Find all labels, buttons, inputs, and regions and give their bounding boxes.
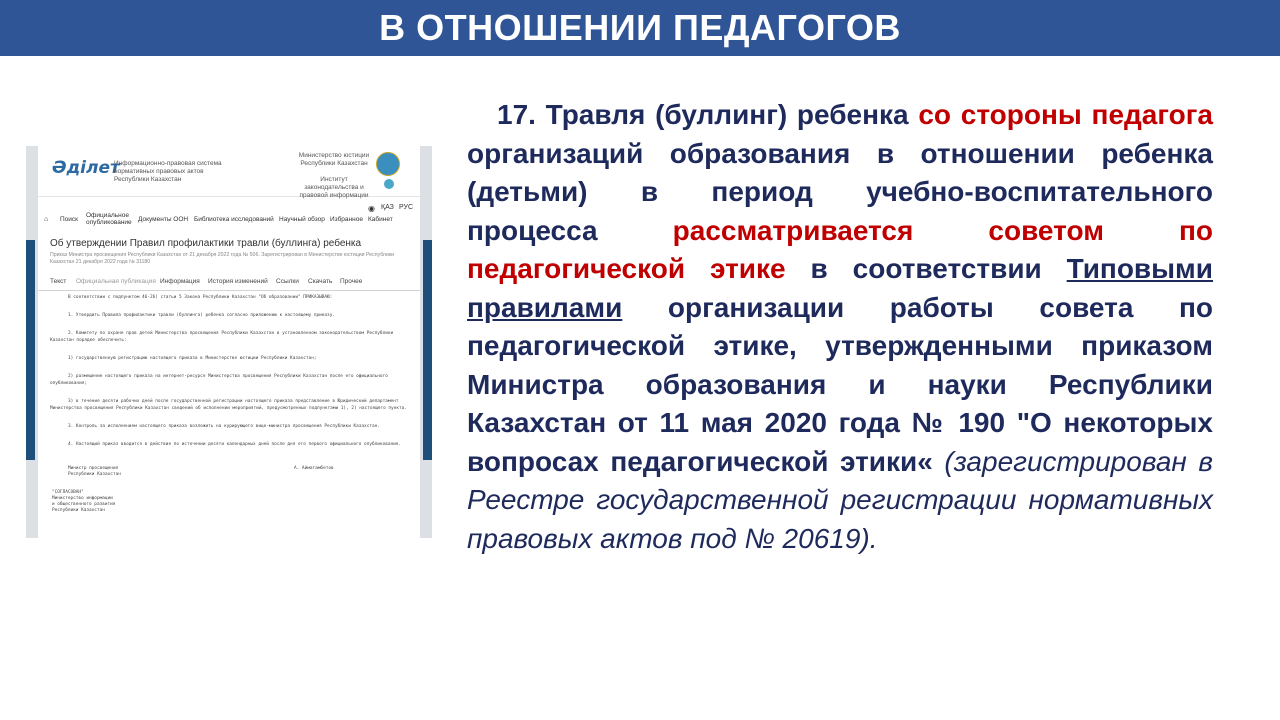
tab-official[interactable]: Официальная публикация	[76, 278, 156, 285]
site-nav	[38, 212, 420, 228]
tab-download[interactable]: Скачать	[308, 278, 333, 285]
nav-item-2[interactable]: Документы ООН	[138, 216, 189, 223]
site-description: Информационно-правовая система нормативных правовых актов Республики Казахстан	[114, 160, 222, 183]
doc-paragraph: 2) размещение настоящего приказа на интернет-ресурсе Министерства просвещения Республики Казахстан после его официального опубликования;	[50, 374, 388, 386]
document-body	[50, 294, 408, 459]
nav-item-1[interactable]: Официальное опубликование	[86, 212, 132, 226]
side-stripe-left	[26, 240, 35, 460]
lang-ru[interactable]: РУС	[399, 204, 414, 211]
document-title: Об утверждении Правил профилактики травли (буллинга) ребенка	[50, 238, 362, 249]
nav-item-0[interactable]: Поиск	[60, 216, 79, 223]
main-paragraph	[467, 96, 1213, 558]
institute-name: Институт законодательства и правовой информации	[299, 176, 369, 199]
doc-paragraph: 1) государственную регистрацию настоящего приказа в Министерстве юстиции Республики Казахстан;	[68, 356, 317, 361]
tab-history[interactable]: История изменений	[208, 278, 268, 285]
title-bar	[0, 0, 1280, 56]
doc-paragraph: 4. Настоящий приказ вводится в действие по истечении десяти календарных дней после дня его первого официального опубликования.	[68, 442, 402, 447]
side-stripe-right	[423, 240, 432, 460]
document-tabs	[38, 274, 420, 291]
nav-item-3[interactable]: Библиотека исследований	[194, 216, 274, 223]
nav-item-5[interactable]: Избранное	[330, 216, 363, 223]
text-highlight-teacher: со стороны педагога	[918, 99, 1213, 130]
tab-other[interactable]: Прочее	[340, 278, 363, 285]
slide-title: В ОТНОШЕНИИ ПЕДАГОГОВ	[379, 7, 901, 48]
home-icon[interactable]: ⌂	[44, 216, 49, 223]
typical-rules-link[interactable]: Типовыми правилами	[467, 253, 1213, 323]
doc-paragraph: 2. Комитету по охране прав детей Министерства просвещения Республики Казахстан в установленном законодательством Республики Казахстан порядке обеспечить:	[50, 331, 394, 343]
nav-item-4[interactable]: Научный обзор	[279, 216, 325, 223]
eye-icon[interactable]: ◉	[368, 204, 375, 213]
ministry-name: Министерство юстиции Республики Казахстан	[298, 152, 370, 167]
doc-paragraph: 1. Утвердить Правила профилактики травли (буллинга) ребенка согласно приложению к настоящему приказу.	[68, 313, 335, 318]
site-header	[38, 146, 420, 197]
lang-kz[interactable]: ҚАЗ	[381, 204, 394, 211]
text-middle: организаций образования в отношении ребенка (детьми) в период учебно-воспитательного процесса	[467, 137, 1213, 246]
website-page	[38, 146, 420, 538]
tab-text[interactable]: Текст	[50, 278, 67, 285]
text-order-reference: организации работы совета по педагогической этике, утвержденными приказом Министра образования и науки Республики Казахстан от 11 мая 2020 года № 190 "О некоторых вопросах педагогической этики«	[467, 291, 1213, 477]
signature-left: Министр просвещения Республики Казахстан	[68, 466, 121, 477]
tab-links[interactable]: Ссылки	[276, 278, 299, 285]
text-accordance: в соответствии	[785, 253, 1067, 284]
document-subtitle: Приказ Министра просвещения Республики Казахстан от 21 декабря 2022 года № 506. Зарегистрирован в Министерстве юстиции Республики Казахстан 21 декабря 2022 года № 31180	[50, 252, 395, 265]
signature-right: А. Аймагамбетов	[294, 466, 334, 471]
tab-info[interactable]: Информация	[160, 278, 200, 285]
institute-logo-icon	[384, 179, 394, 189]
doc-paragraph: 3) в течение десяти рабочих дней после государственной регистрации настоящего приказа представление в Юридический департамент Министерства просвещения Республики Казахстан сведений об исполнении мероприятий, предусмотренных подпунктами 1), 2) настоящего пункта.	[50, 399, 407, 411]
website-screenshot	[26, 146, 432, 538]
text-intro: 17. Травля (буллинг) ребенка	[497, 99, 919, 130]
nav-item-6[interactable]: Кабинет	[368, 216, 393, 223]
site-logo: Әділет	[52, 158, 120, 178]
doc-paragraph: В соответствии с подпунктом 46-26) статьи 5 Закона Республики Казахстан "Об образовании" ПРИКАЗЫВАЮ:	[68, 295, 333, 300]
emblem-icon	[376, 152, 400, 176]
text-highlight-council: рассматривается советом по педагогической этике	[467, 214, 1213, 284]
agreed-block: "СОГЛАСОВАН" Министерство информации и общественного развития Республики Казахстан	[52, 490, 116, 513]
text-registration-note: (зарегистрирован в Реестре государственной регистрации нормативных правовых актов под № 20619).	[467, 445, 1213, 554]
doc-paragraph: 3. Контроль за исполнением настоящего приказа возложить на курирующего вице-министра просвещения Республики Казахстан.	[68, 424, 380, 429]
